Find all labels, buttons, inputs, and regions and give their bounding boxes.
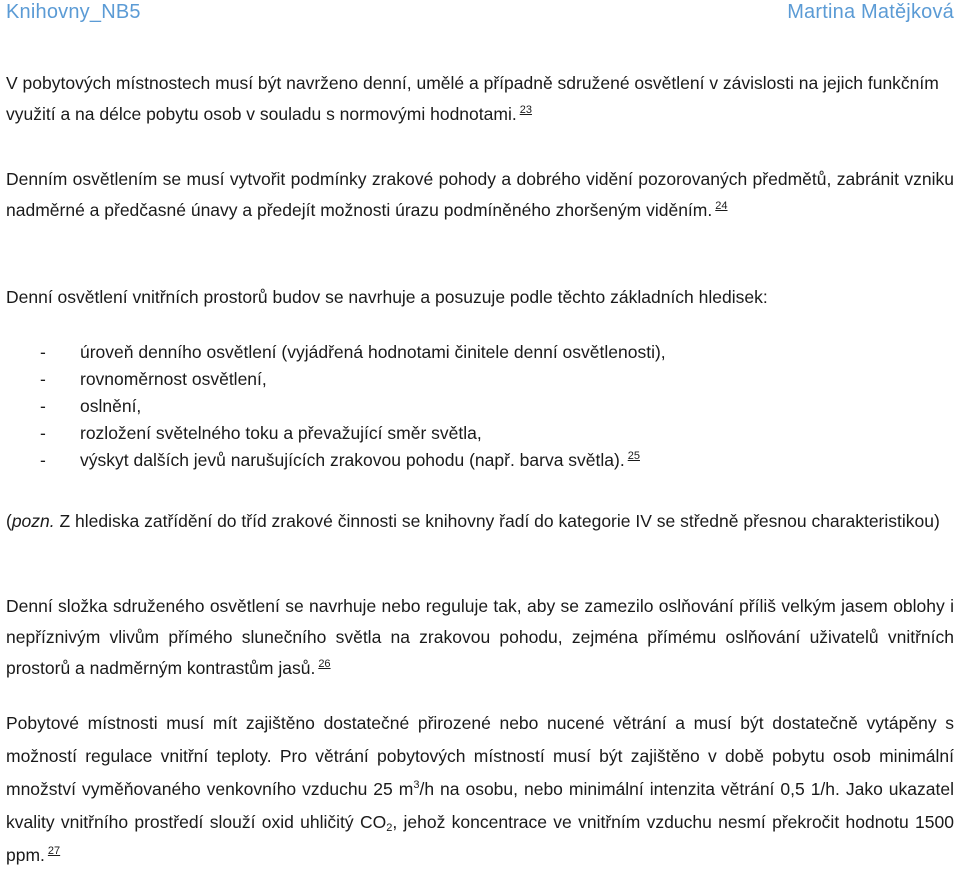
paragraph-text: , jehož koncentrace ve vnitřním vzduchu nesmí překročit hodnotu 1500 ppm. xyxy=(6,812,954,865)
paragraph-ventilation xyxy=(6,707,954,872)
footnote-ref-25[interactable]: 25 xyxy=(627,450,640,462)
note-label: pozn. xyxy=(11,511,55,531)
paragraph-text: Denní složka sdruženého osvětlení se navrhuje nebo reguluje tak, aby se zamezilo oslňování příliš velkým jasem oblohy i nepříznivým vlivům přímého slunečního světla na zrakovou pohodu, zejména přímému oslňování uživatelů vnitřních prostorů a nadměrným kontrastům jasů. xyxy=(6,596,954,678)
paragraph-text: Pobytové místnosti musí mít zajištěno dostatečné přirozené nebo nucené větrání a musí být dostatečně vytápěny s možností regulace vnitřní teploty. Pro větrání pobytových místností musí být zajištěno v době pobytu osob minimální množství vyměňovaného venkovního vzduchu 25 m xyxy=(6,713,954,799)
note-open-paren: ( xyxy=(6,511,12,531)
list-item-text-content: výskyt dalších jevů narušujících zrakovou pohodu (např. barva světla). xyxy=(80,450,625,470)
superscript-3: 3 xyxy=(413,779,420,791)
criteria-list xyxy=(6,339,954,474)
footnote-ref-27[interactable]: 27 xyxy=(47,845,61,857)
list-item-text: oslnění, xyxy=(80,396,142,416)
paragraph-daylight-comfort xyxy=(6,164,954,226)
list-dash: - xyxy=(40,450,46,470)
footnote-ref-24[interactable]: 24 xyxy=(715,200,728,212)
list-dash: - xyxy=(40,369,46,389)
header-title: Knihovny_NB5 xyxy=(6,1,141,23)
subscript-2: 2 xyxy=(386,822,393,834)
list-item-text: úroveň denního osvětlení (vyjádřená hodnotami činitele denní osvětlenosti), xyxy=(80,342,666,362)
paragraph-criteria-intro: Denní osvětlení vnitřních prostorů budov se navrhuje a posuzuje podle těchto základních hledisek: xyxy=(6,287,768,307)
list-dash: - xyxy=(40,423,46,443)
list-dash: - xyxy=(40,342,46,362)
paragraph-text: /h na osobu, nebo minimální intenzita větrání 0,5 1/h. Jako ukazatel kvality vnitřního prostředí slouží oxid uhličitý CO xyxy=(6,779,954,832)
header-author: Martina Matějková xyxy=(787,1,954,23)
list-item-text xyxy=(80,447,640,474)
paragraph-text: V pobytových místnostech musí být navrženo denní, umělé a případně sdružené osvětlení v závislosti na jejich funkčním využití a na délce pobytu osob v souladu s normovými hodnotami. xyxy=(6,73,939,124)
paragraph-lighting-requirements xyxy=(6,68,954,130)
list-item xyxy=(6,393,954,420)
list-item xyxy=(6,447,954,474)
list-dash: - xyxy=(40,396,46,416)
list-item-text: rozložení světelného toku a převažující směr světla, xyxy=(80,423,482,443)
list-item xyxy=(6,339,954,366)
paragraph-glare-control xyxy=(6,591,954,684)
paragraph-note xyxy=(6,506,954,537)
list-item xyxy=(6,366,954,393)
list-item xyxy=(6,420,954,447)
page-header xyxy=(6,0,954,30)
paragraph-text: Denním osvětlením se musí vytvořit podmínky zrakové pohody a dobrého vidění pozorovaných předmětů, zabránit vzniku nadměrné a předčasné únavy a předejít možnosti úrazu podmíněného zhoršeným viděním. xyxy=(6,169,954,220)
paragraph-text: Z hlediska zatřídění do tříd zrakové činnosti se knihovny řadí do kategorie IV se středně přesnou charakteristikou) xyxy=(54,511,940,531)
footnote-ref-26[interactable]: 26 xyxy=(318,658,331,670)
footnote-ref-23[interactable]: 23 xyxy=(519,104,532,116)
list-item-text: rovnoměrnost osvětlení, xyxy=(80,369,267,389)
